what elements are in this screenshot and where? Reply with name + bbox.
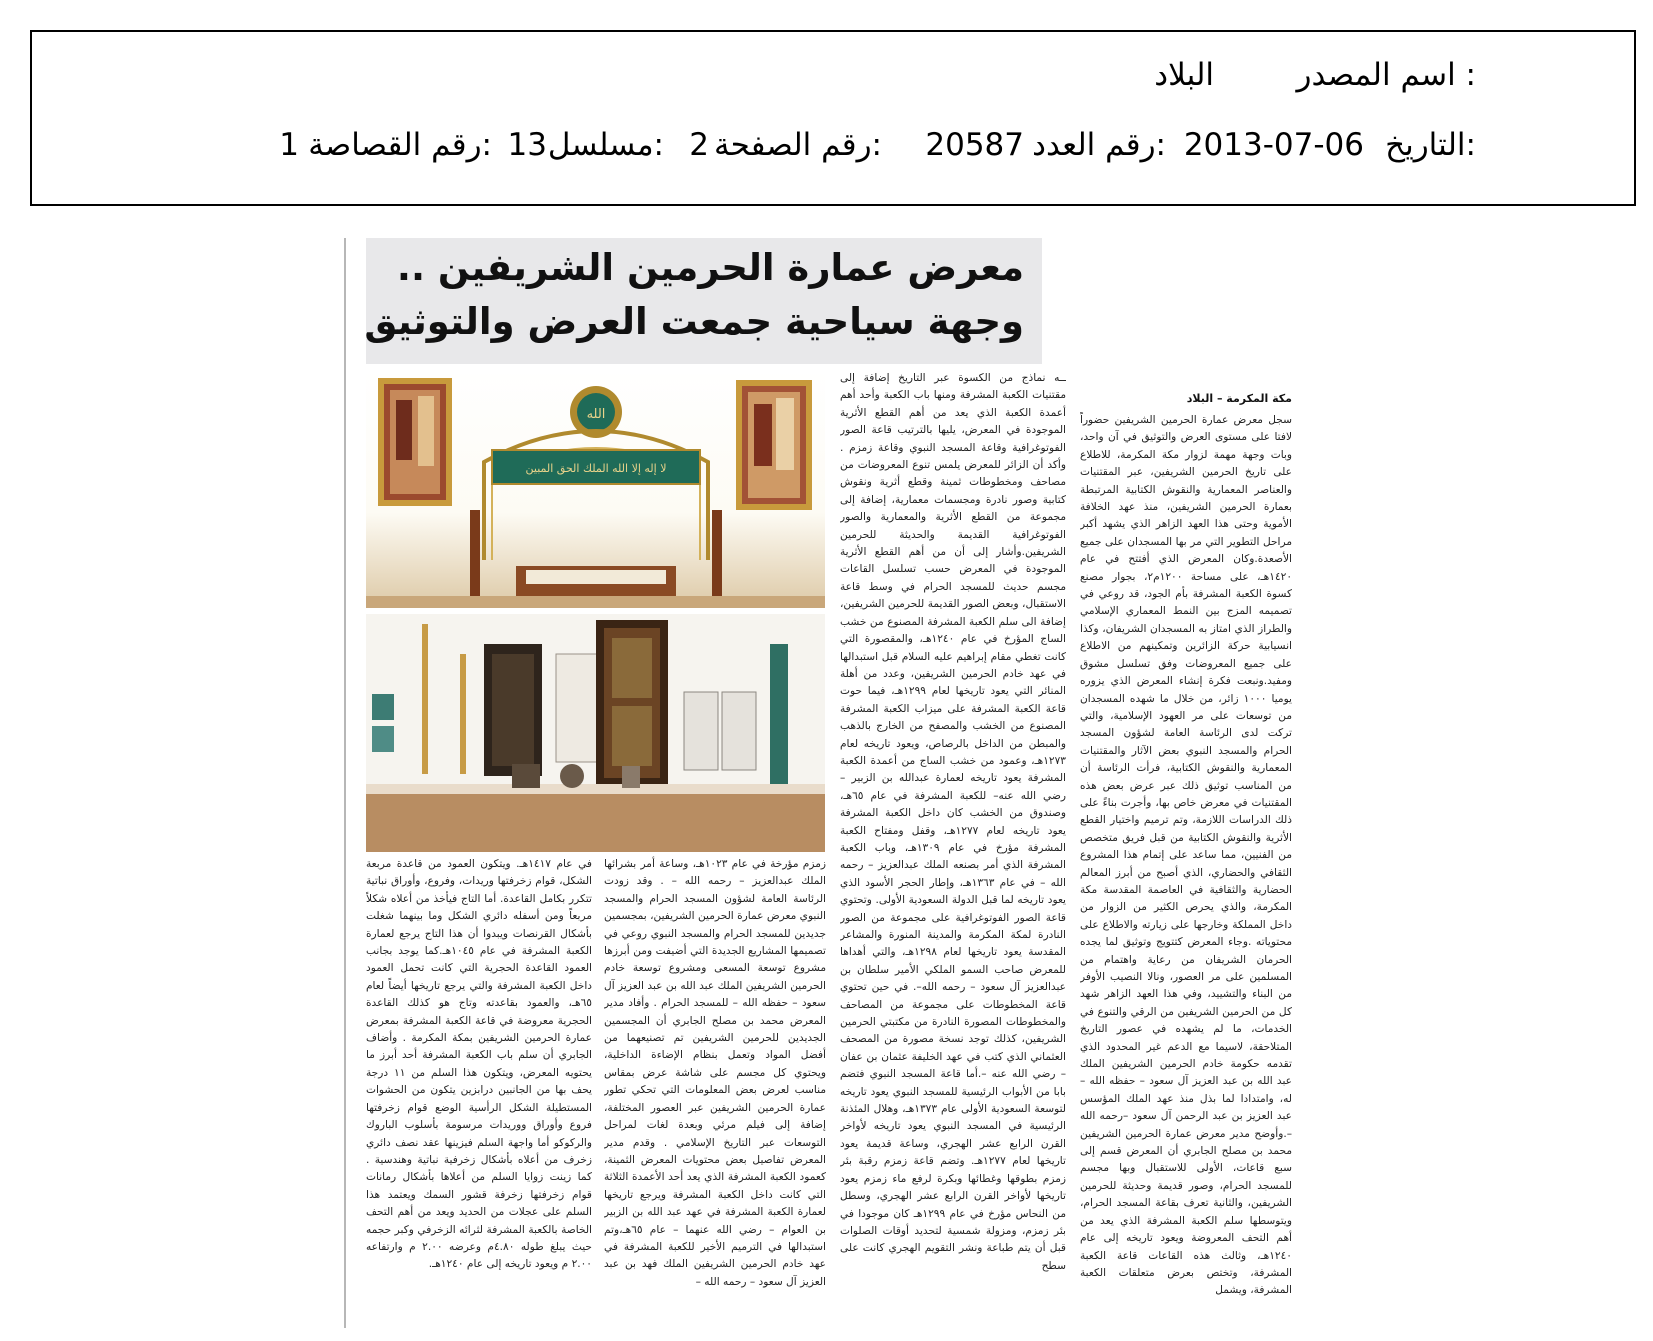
article-column-1 xyxy=(1080,412,1292,1330)
serial-label: مسلسل: xyxy=(547,127,664,163)
article-column-4-text: في عام ١٤١٧هـ. ويتكون العمود من قاعدة مربعة الشكل، قوام زخرفتها وريدات، وفروع، وأوراق نباتية تتكرر بكامل القاعدة. أما التاج فيأخذ من أعلاه شكلاً مربعاً ومن أسفله دائري الشكل وما بينهما شغلت بأشكال القرنصات ويبدوا أن هذا التاج يرجع لعمارة الكعبة المشرفة في عام ١٠٤٥هـ.كما يوجد بجانب العمود القاعدة الحجرية التي كانت تحمل العمود داخل الكعبة المشرفة والتي يرجع تاريخها أيضاً لعام ٦٥هـ، والعمود بقاعدته وتاج هو كذلك القاعدة الحجرية معروضة في قاعة الكعبة المشرفة بمعرض عمارة الحرمين الشريفين بمكة المكرمة . وأضاف الجابري أن سلم باب الكعبة المشرفة أحد أبرز ما يحتويه المعرض، ويتكون هذا السلم من ١١ درجة يحف بها من الجانبين درابزين يتكون من الحشوات المستطيلة الشكل الرأسية الوضع قوام زخرفتها فروع وأوراق ووريدات مرسومة بأسلوب الباروك والركوكو أما واجهة السلم فيزينها عقد نصف دائري زخرف من أعلاه بأشكال زخرفية نباتية وهندسية . كما زينت زوايا السلم من أعلاها بأشكال رمانات قوام زخرفتها زخرفة قشور السمك ويعتمد هذا السلم على عجلات من الحديد ويعد من أهم التحف الخاصة بالكعبة المشرفة لثرائه الزخرفي وكبر حجمه حيث يبلغ طوله ٤.٨٠م وعرضه ٢.٠٠ م وارتفاعه ٢.٠٠ م ويعود تاريخه إلى عام ١٢٤٠هـ. xyxy=(366,858,592,1271)
issue-value: 20587 xyxy=(925,127,1024,163)
issue-label: رقم العدد: xyxy=(1032,127,1166,163)
golden-pillar-2 xyxy=(460,654,466,774)
article-column-1-text: سجل معرض عمارة الحرمين الشريفين حضوراً لافتا على مستوى العرض والتوثيق في آن واحد، وبات وجهة مهمة لزوار مكة المكرمة، للاطلاع على تاريخ الحرمين الشريفين، عبر المقتنيات والعناصر المعمارية والنقوش الكتابية المرتبطة بعمارة الحرمين الشريفين، منذ عهد الخلافة الأموية وحتى هذا العهد الزاهر الذي يشهد أكبر مراحل التطوير التي مر بها المسجدان على جميع الأصعدة.وكان المعرض الذي أفتتح في عام ١٤٢٠هـ، على مساحة ١٢٠٠م٢، بجوار مصنع كسوة الكعبة المشرفة بأم الجود، قد روعي في تصميمه المزج بين النمط المعماري الإسلامي والطراز الذي امتاز به المسجدان الشريفان، وكذا انسيابية حركة الزائرين وتمكينهم من الاطلاع على جميع المعروضات وفق تسلسل مشوق ومفيد.ونبعت فكرة إنشاء المعرض الذي يزوره يوميا ١٠٠٠ زائر، من خلال ما شهده المسجدان من توسعات على مر العهود الإسلامية، والتي تركت لدى الرئاسة العامة لشؤون المسجد الحرام والمسجد النبوي بعض الآثار والمقتنيات المعمارية والنقوش الكتابية، فرأت الرئاسة أن من المناسب توثيق ذلك عبر عرض بعض هذه المقتنيات في معرض خاص بها، وأجرت بناءً على ذلك الدراسات اللازمة، وتم ترميم واختيار القطع الأثرية والنقوش الكتابية من قبل فريق متخصص من الفنيين، مما ساعد على إتمام هذا المشروع الثقافي والحضاري، الذي أصبح من أبرز المعالم الحضارية والثقافية في العاصمة المقدسة مكة المكرمة، والذي يحرص الكثير من الزوار من داخل المملكة وخارجها على زيارته والاطلاع على محتوياته .وجاء المعرض كتتويج وتوثيق لما يجده الحرمان الشريفان من رعاية واهتمام من المسلمين على مر العصور، ونالا النصيب الأوفر من البناء والتشييد، وفي هذا العهد الزاهر شهد كل من الحرمين الشريفين من الرقي والتنوع في الخدمات، ما لم يشهده في عصور التاريخ المتلاحقة، لاسيما مع الدعم غير المحدود الذي تقدمه حكومة خادم الحرمين الشريفين الملك عبد الله بن عبد العزيز آل سعود – حفظه الله – له، وامتدادا لما بذل منذ عهد الملك المؤسس عبد العزيز بن عبد الرحمن آل سعود –رحمه الله –.وأوضح مدير معرض عمارة الحرمين الشريفين محمد بن مصلح الجابري أن المعرض قسم إلى سبع قاعات، الأولى للاستقبال وبها مجسم للمسجد الحرام، وصور قديمة وحديثة للحرمين الشريفين، والثانية تعرف بقاعة المسجد الحرام، ويتوسطها سلم الكعبة المشرفة الذي يعد من أهم التحف المعروضة ويعود تاريخه إلى عام ١٢٤٠هـ، وثالث هذه القاعات قاعة الكعبة المشرفة، وتختص بعرض متعلقات الكعبة المشرفة، ويشمل xyxy=(1080,414,1292,1297)
photo-calligraphy-arch-drawing xyxy=(366,370,825,608)
photo-exhibits-hall xyxy=(366,614,825,852)
wood-post-right xyxy=(712,510,722,596)
serial-value: 13 xyxy=(507,127,547,163)
article-column-3-text: زمزم مؤرخة في عام ١٠٢٣هـ، وساعة أمر بشرائها الملك عبدالعزيز – رحمه الله – . وقد زودت الرئاسة العامة لشؤون المسجد الحرام والمسجد النبوي معرض عمارة الحرمين الشريفين، بمجسمين جديدين للمسجد الحرام والمسجد النبوي روعي في تصميمها المشاريع الجديدة التي أضيفت ومن أبرزها مشروع توسعة المسعى ومشروع توسعة خادم الحرمين الشريفين الملك عبد الله بن عبد العزيز آل سعود – حفظه الله – للمسجد الحرام . وأفاد مدير المعرض محمد بن مصلح الجابري أن المجسمين الجديدين للحرمين الشريفين تم تصنيعهما من أفضل المواد وتعمل بنظام الإضاءة الداخلية، ويحتوي كل مجسم على شاشة عرض بمقاس مناسب لعرض بعض المعلومات التي تحكي تطور عمارة الحرمين الشريفين عبر العصور المختلفة، إضافة إلى فيلم مرئي وبعدة لغات لمراحل التوسعات عبر التاريخ الإسلامي . وقدم مدير المعرض تفاصيل بعض محتويات المعرض الثمينة، كعمود الكعبة المشرفة الذي يعد أحد الأعمدة الثلاثة التي كانت داخل الكعبة المشرفة ويرجع تاريخها لعمارة الكعبة المشرفة في عهد عبد الله بن الزبير بن العوام – رضي الله عنهما – عام ٦٥هـ،وتم استبدالها في الترميم الأخير للكعبة المشرفة في عهد خادم الحرمين الشريفين الملك فهد بن عبد العزيز آل سعود – رحمه الله – xyxy=(604,858,826,1288)
date-value: 2013-07-06 xyxy=(1183,127,1364,163)
display-base xyxy=(366,784,825,852)
artifact-2 xyxy=(560,764,584,788)
inscription-slab-2 xyxy=(722,692,756,770)
article-byline: مكة المكرمة – البلاد xyxy=(1186,392,1292,405)
panel-inscription: لا إله إلا الله الملك الحق المبين xyxy=(525,462,667,475)
wood-post-left xyxy=(470,510,480,596)
artifact-3 xyxy=(622,766,640,788)
article-column-2 xyxy=(840,370,1066,1330)
clip-value: 1 xyxy=(279,127,299,163)
tile-panel-2 xyxy=(372,726,394,752)
page-value: 2 xyxy=(689,127,709,163)
headline-line-1: معرض عمارة الحرمين الشريفين .. xyxy=(396,246,1024,289)
source-value: البلاد xyxy=(1154,57,1214,93)
golden-pillar-1 xyxy=(422,624,428,774)
article-column-4 xyxy=(366,856,592,1330)
source-label: اسم المصدر : xyxy=(1296,57,1476,93)
page-label: رقم الصفحة: xyxy=(714,127,882,163)
photo-exhibits-hall-drawing xyxy=(366,614,825,852)
photo-calligraphy-arch xyxy=(366,370,825,608)
date-label: التاريخ: xyxy=(1385,127,1476,163)
metadata-box xyxy=(30,30,1636,206)
tiled-column xyxy=(770,644,788,784)
tile-panel-1 xyxy=(372,694,394,720)
headline-block xyxy=(366,238,1042,364)
headline-line-2: وجهة سياحية جمعت العرض والتوثيق xyxy=(364,300,1024,343)
medallion-text: الله xyxy=(586,407,606,422)
inscription-slab-1 xyxy=(684,692,718,770)
article-column-2-text: ــه نماذج من الكسوة عبر التاريخ إضافة إلى مقتنيات الكعبة المشرفة ومنها باب الكعبة وأحد أهم أعمدة الكعبة الذي يعد من أهم القطع الأثرية الموجودة في المعرض، يليها بالترتيب قاعة الصور الفوتوغرافية وقاعة المسجد النبوي وقاعة زمزم . وأكد أن الزائر للمعرض يلمس تنوع المعروضات من مصاحف ومخطوطات ثمينة وقطع أثرية ونقوش كتابية وصور نادرة ومجسمات معمارية، إضافة إلى مجموعة من القطع الأثرية والمعمارية والصور الفوتوغرافية القديمة والحديثة للحرمين الشريفين.وأشار إلى أن من أهم القطع الأثرية الموجودة في المعرض حسب تسلسل القاعات مجسم حديث للمسجد الحرام في وسط قاعة الاستقبال، وبعض الصور القديمة للحرمين الشريفين، إضافة الى سلم الكعبة المشرفة المصنوع من خشب الساج المؤرخ في عام ١٢٤٠هـ، والمقصورة التي كانت تغطي مقام إبراهيم عليه السلام قبل استبدالها في عهد خادم الحرمين الشريفين، وعدد من أهلة المنائر التي يعود تاريخها لعام ١٢٩٩هـ، فيما حوت قاعة الكعبة المشرفة على ميزاب الكعبة المشرفة المصنوع من الخشب والمصفح من الخارج بالذهب والمبطن من الداخل بالرصاص، ويعود تاريخه لعام ١٢٧٣هـ، وعمود من خشب الساج من أعمدة الكعبة المشرفة يعود تاريخه لعمارة عبدالله بن الزبير – رضي الله عنه– للكعبة المشرفة في عام ٦٥هـ، وصندوق من الخشب كان داخل الكعبة المشرفة يعود تاريخه لعام ١٢٧٧هـ، وقفل ومفتاح الكعبة المشرفة مؤرخ في عام ١٣٠٩هـ، وباب الكعبة المشرفة الذي أمر بصنعه الملك عبدالعزيز – رحمه الله – في عام ١٣٦٣هـ، وإطار الحجر الأسود الذي يعود تاريخه لما قبل الدولة السعودية الأولى. وتحتوي قاعة الصور الفوتوغرافية على مجموعة من الصور النادرة لمكة المكرمة والمدينة المنورة والمشاعر المقدسة يعود تاريخها لعام ١٢٩٨هـ، والتي أهداها للمعرض صاحب السمو الملكي الأمير سلطان بن عبدالعزيز آل سعود – رحمه الله–. في حين تحتوي قاعة المخطوطات على مجموعة من المصاحف والمخطوطات المصورة النادرة من مكتبتي الحرمين الشريفين، كذلك توجد نسخة مصورة من المصحف العثماني الذي كتب في عهد الخليفة عثمان بن عفان – رضي الله عنه –.أما قاعة المسجد النبوي فتضم بابا من الأبواب الرئيسية للمسجد النبوي يعود تاريخه لتوسعة السعودية الأولى عام ١٣٧٣هـ، وهلال المئذنة الرئيسية في المسجد النبوي يعود تاريخه لأواخر القرن الرابع عشر الهجري، وساعة قديمة يعود تاريخها لعام ١٢٧٧هـ. وتضم قاعة زمزم رقبة بئر زمزم بطوقها وغطائها وبكرة لرفع ماء زمزم يعود تاريخها لأواخر القرن الرابع عشر الهجري، وسطل من النحاس مؤرخ في عام ١٢٩٩هـ كان موجودا في بئر زمزم، ومزولة شمسية لتحديد أوقات الصلوات قبل أن يتم طباعة ونشر التقويم الهجري كانت على سطح xyxy=(840,372,1066,1272)
artifact-1 xyxy=(512,764,540,788)
clip-label: رقم القصاصة: xyxy=(308,127,492,163)
clipping-edge xyxy=(344,238,346,1328)
article-column-3 xyxy=(604,856,826,1330)
